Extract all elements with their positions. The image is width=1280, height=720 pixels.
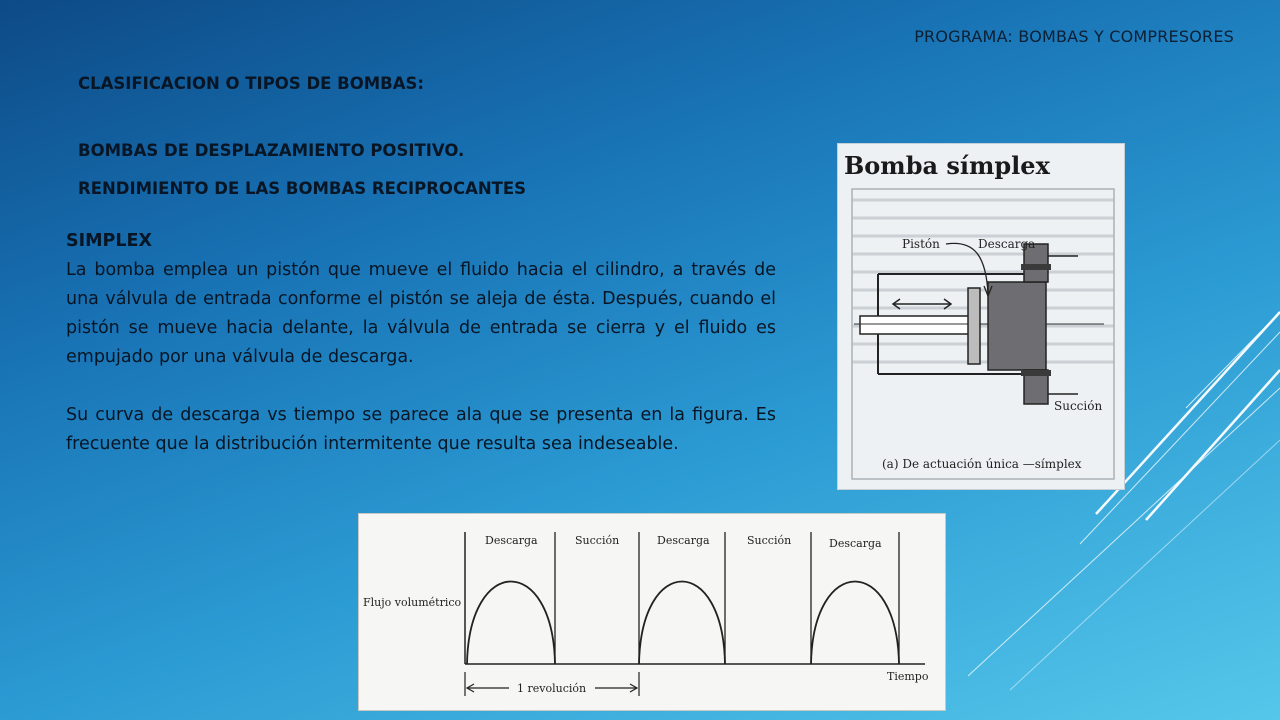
discharge-curve-diagram (359, 514, 945, 710)
program-title: PROGRAMA: BOMBAS Y COMPRESORES (914, 27, 1234, 46)
curve-xlabel: Tiempo (887, 670, 929, 683)
curve-suction-label-2: Succión (747, 534, 792, 547)
background-scan-lines (852, 200, 1114, 362)
piston-rod (860, 316, 970, 334)
body-text (66, 227, 776, 459)
discharge-curve-figure (359, 514, 945, 710)
simplex-subtitle: SIMPLEX (66, 231, 152, 251)
curve-discharge-label-1: Descarga (485, 534, 538, 547)
curve-ylabel: Flujo volumétrico (363, 596, 462, 609)
piston (968, 288, 980, 364)
pump-caption: (a) De actuación única —símplex (882, 457, 1082, 471)
curve-suction-label-1: Succión (575, 534, 620, 547)
pump-figure-title: Bomba símplex (844, 151, 1050, 180)
flow-arch-1 (467, 582, 555, 665)
revolution-label: 1 revolución (517, 682, 587, 695)
phase-dividers (555, 532, 899, 664)
curve-discharge-label-2: Descarga (657, 534, 710, 547)
simplex-pump-diagram (838, 144, 1124, 489)
paragraph-2: Su curva de descarga vs tiempo se parece ala que se presenta en la figura. Es frecuente que la distribución intermitente que resulta sea indeseable. (66, 405, 776, 454)
performance-heading: RENDIMIENTO DE LAS BOMBAS RECIPROCANTES (78, 179, 527, 198)
curve-discharge-label-3: Descarga (829, 537, 882, 550)
piston-label: Pistón (902, 237, 940, 251)
discharge-label: Descarga (978, 237, 1036, 251)
classification-heading: CLASIFICACION O TIPOS DE BOMBAS: (78, 74, 425, 93)
suction-label: Succión (1054, 399, 1103, 413)
flow-curves (467, 582, 899, 665)
valve-chamber (988, 282, 1046, 370)
flow-arch-2 (639, 582, 725, 665)
simplex-pump-figure (838, 144, 1124, 489)
flow-arch-3 (811, 582, 899, 665)
positive-displacement-heading: BOMBAS DE DESPLAZAMIENTO POSITIVO. (78, 141, 465, 160)
paragraph-1: La bomba emplea un pistón que mueve el fluido hacia el cilindro, a través de una válvula de entrada conforme el pistón se aleja de ésta. Después, cuando el pistón se mueve hacia delante, la válvula de entrada se cierra y el fluido es empujado por una válvula de descarga. (66, 260, 776, 367)
